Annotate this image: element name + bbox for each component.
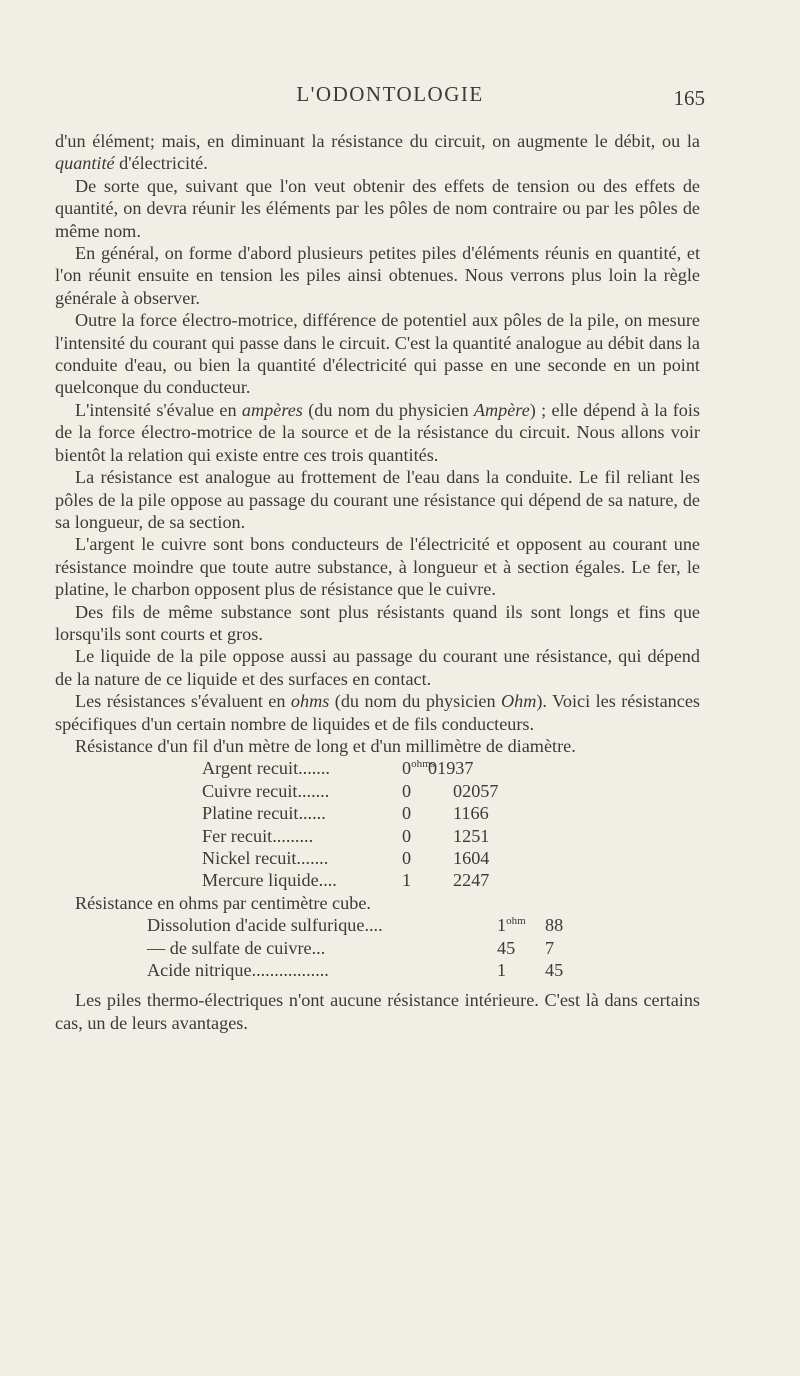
paragraph: Outre la force électro-motrice, différence de potentiel aux pôles de la pile, on mesure l'intensité du courant qui passe dans le circuit. C'est la quantité analogue au débit dans la conduite d'eau, ou bien la quantité d'électricité qui passe en une seconde en un point quelconque du conducteur. xyxy=(55,310,700,398)
page-body xyxy=(55,130,700,1034)
table-row: — de sulfate de cuivre... 45 7 xyxy=(147,937,555,958)
table-row: Cuivre recuit....... 0 02057 xyxy=(202,780,499,801)
table-row: Mercure liquide.... 1 2247 xyxy=(202,870,490,891)
page-header xyxy=(75,82,705,112)
wire-resistance-table xyxy=(55,757,700,891)
running-title: L'ODONTOLOGIE xyxy=(296,82,484,106)
table-row: Acide nitrique................. 1 45 xyxy=(147,959,564,980)
table-row: Fer recuit......... 0 1251 xyxy=(202,825,490,846)
paragraph: L'intensité s'évalue en ampères (du nom du physicien Ampère) ; elle dépend à la fois de la force électro-motrice de la source et de la résistance du circuit. Nous allons voir bientôt la relation qui existe entre ces trois quantités. xyxy=(55,399,700,465)
paragraph: Des fils de même substance sont plus résistants quand ils sont longs et fins que lorsqu'ils sont courts et gros. xyxy=(55,601,700,644)
page-number: 165 xyxy=(673,86,705,110)
paragraph: Les résistances s'évaluent en ohms (du nom du physicien Ohm). Voici les résistances spécifiques d'un certain nombre de liquides et de fils conducteurs. xyxy=(55,691,700,734)
liquid-resistance-table xyxy=(55,914,700,981)
paragraph: De sorte que, suivant que l'on veut obtenir des effets de tension ou des effets de quantité, on devra réunir les éléments par les pôles de nom contraire ou par les pôles de même nom. xyxy=(55,175,700,241)
paragraph: Le liquide de la pile oppose aussi au passage du courant une résistance, qui dépend de la nature de ce liquide et des surfaces en contact. xyxy=(55,646,700,689)
paragraph: En général, on forme d'abord plusieurs petites piles d'éléments réunis en quantité, et l'on réunit ensuite en tension les piles ainsi obtenues. Nous verrons plus loin la règle générale à observer. xyxy=(55,243,700,308)
table-row: Dissolution d'acide sulfurique.... $1^{ohm}$ 88 xyxy=(147,915,564,936)
paragraph: La résistance est analogue au frottement de l'eau dans la conduite. Le fil reliant les pôles de la pile oppose au passage du courant une résistance qui dépend de sa nature, de sa longueur, de sa section. xyxy=(55,467,700,532)
paragraph: Les piles thermo-électriques n'ont aucune résistance intérieure. C'est là dans certains cas, un de leurs avantages. xyxy=(55,990,700,1033)
paragraph: L'argent le cuivre sont bons conducteurs de l'électricité et opposent au courant une résistance moindre que toute autre substance, à longueur et à section égales. Le fer, le platine, le charbon opposent plus de résistance que le cuivre. xyxy=(55,534,700,600)
paragraph: d'un élément; mais, en diminuant la résistance du circuit, on augmente le débit, ou la quantité d'électricité. xyxy=(55,131,700,174)
table-row: Platine recuit...... 0 1166 xyxy=(202,803,489,824)
paragraph: Résistance en ohms par centimètre cube. xyxy=(75,892,371,913)
table-row: Nickel recuit....... 0 1604 xyxy=(202,847,490,868)
table-row: Argent recuit....... $0^{ohms}$ 01937 xyxy=(202,758,474,779)
paragraph: Résistance d'un fil d'un mètre de long et d'un millimètre de diamètre. xyxy=(75,735,576,756)
